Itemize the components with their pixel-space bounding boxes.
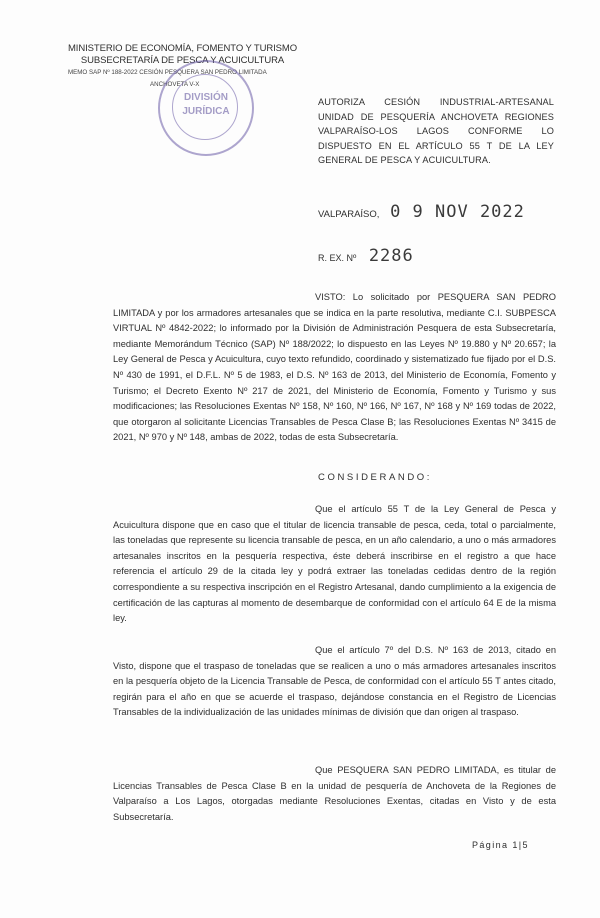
memo-reference: MEMO SAP Nº 188-2022 CESIÓN PESQUERA SAN PEDRO LIMITADA (68, 69, 267, 76)
stamp-text-line2: JURÍDICA (182, 106, 230, 117)
considerando-paragraph-3: Que PESQUERA SAN PEDRO LIMITADA, es titular de Licencias Transables de Pesca Clase B en la unidad de pesquería de Anchoveta de la Regiones de Valparaíso a Los Lagos, otorgadas mediante Resoluciones Exentas, citadas en Visto y de esta Subsecretaría. (113, 765, 556, 822)
resolution-number-value: 2286 (368, 246, 414, 266)
division-juridica-stamp (158, 60, 254, 156)
considerando-heading: CONSIDERANDO: (318, 472, 433, 483)
memo-reference-line2: ANCHOVETA V-X (150, 81, 200, 88)
dateline (318, 202, 525, 222)
stamp-text-line1: DIVISIÓN (184, 92, 228, 103)
document-subject: AUTORIZA CESIÓN INDUSTRIAL-ARTESANAL UNIDAD DE PESQUERÍA ANCHOVETA REGIONES VALPARAÍSO-LOS LAGOS CONFORME LO DISPUESTO EN EL ARTÍCULO 55 T DE LA LEY GENERAL DE PESCA Y ACUICULTURA. (318, 97, 554, 165)
dateline-place: VALPARAÍSO, (318, 209, 380, 220)
subsecretary-name: SUBSECRETARÍA DE PESCA Y ACUICULTURA (80, 55, 285, 66)
visto-paragraph: VISTO: Lo solicitado por PESQUERA SAN PEDRO LIMITADA y por los armadores artesanales que se indica en la parte resolutiva, mediante C.I. SUBPESCA VIRTUAL Nº 4842-2022; lo informado por la División de Administración Pesquera de esta Subsecretaría, mediante Memorándum Técnico (SAP) Nº 188/2022; lo dispuesto en las Leyes Nº 19.880 y Nº 20.657; la Ley General de Pesca y Acuicultura, cuyo texto refundido, coordinado y sistematizado fue fijado por el D.S. Nº 430 de 1991, el D.F.L. Nº 5 de 1983, el D.S. Nº 163 de 2013, del Ministerio de Economía, Fomento y Turismo; el Decreto Exento Nº 217 de 2021, del Ministerio de Economía, Fomento y Turismo y sus modificaciones; las Resoluciones Exentas Nº 158, Nº 160, Nº 166, Nº 167, Nº 168 y Nº 169 todas de 2022, que otorgaron al solicitante Licencias Transables de Pesca Clase B; las Resoluciones Exentas Nº 3415 de 2021, Nº 970 y Nº 148, ambas de 2022, todas de esta Subsecretaría. (113, 292, 556, 443)
page-number: Página 1|5 (472, 840, 529, 850)
ministry-name: MINISTERIO DE ECONOMÍA, FOMENTO Y TURISMO (67, 43, 298, 54)
resolution-number (318, 246, 414, 266)
resolution-label: R. EX. Nº (318, 253, 357, 263)
considerando-paragraph-1: Que el artículo 55 T de la Ley General de Pesca y Acuicultura dispone que en caso que el titular de licencia transable de pesca, ceda, total o parcialmente, las toneladas que represente su licencia transable de pesca, en un año calendario, a uno o más armadores artesanales inscritos en la pesquería respectiva, éste deberá inscribirse en el registro a que hace referencia el artículo 29 de la citada ley y podrá extraer las toneladas cedidas dentro de la región correspondiente a su respectiva inscripción en el Registro Artesanal, dando cumplimiento a la exigencia de certificación de las capturas al momento de desembarque de conformidad con el artículo 64 E de la misma ley. (113, 504, 556, 624)
dateline-date: 0 9 NOV 2022 (390, 202, 525, 222)
considerando-paragraph-2: Que el artículo 7º del D.S. Nº 163 de 2013, citado en Visto, dispone que el traspaso de toneladas que se realicen a uno o más armadores artesanales inscritos en la pesquería objeto de la Licencia Transable de Pesca, de conformidad con el artículo 55 T antes citado, regirán para el año en que se acuerde el traspaso, dejándose constancia en el Registro de Licencias Transables de la individualización de las unidades mínimas de división que dan origen al traspaso. (113, 645, 556, 718)
